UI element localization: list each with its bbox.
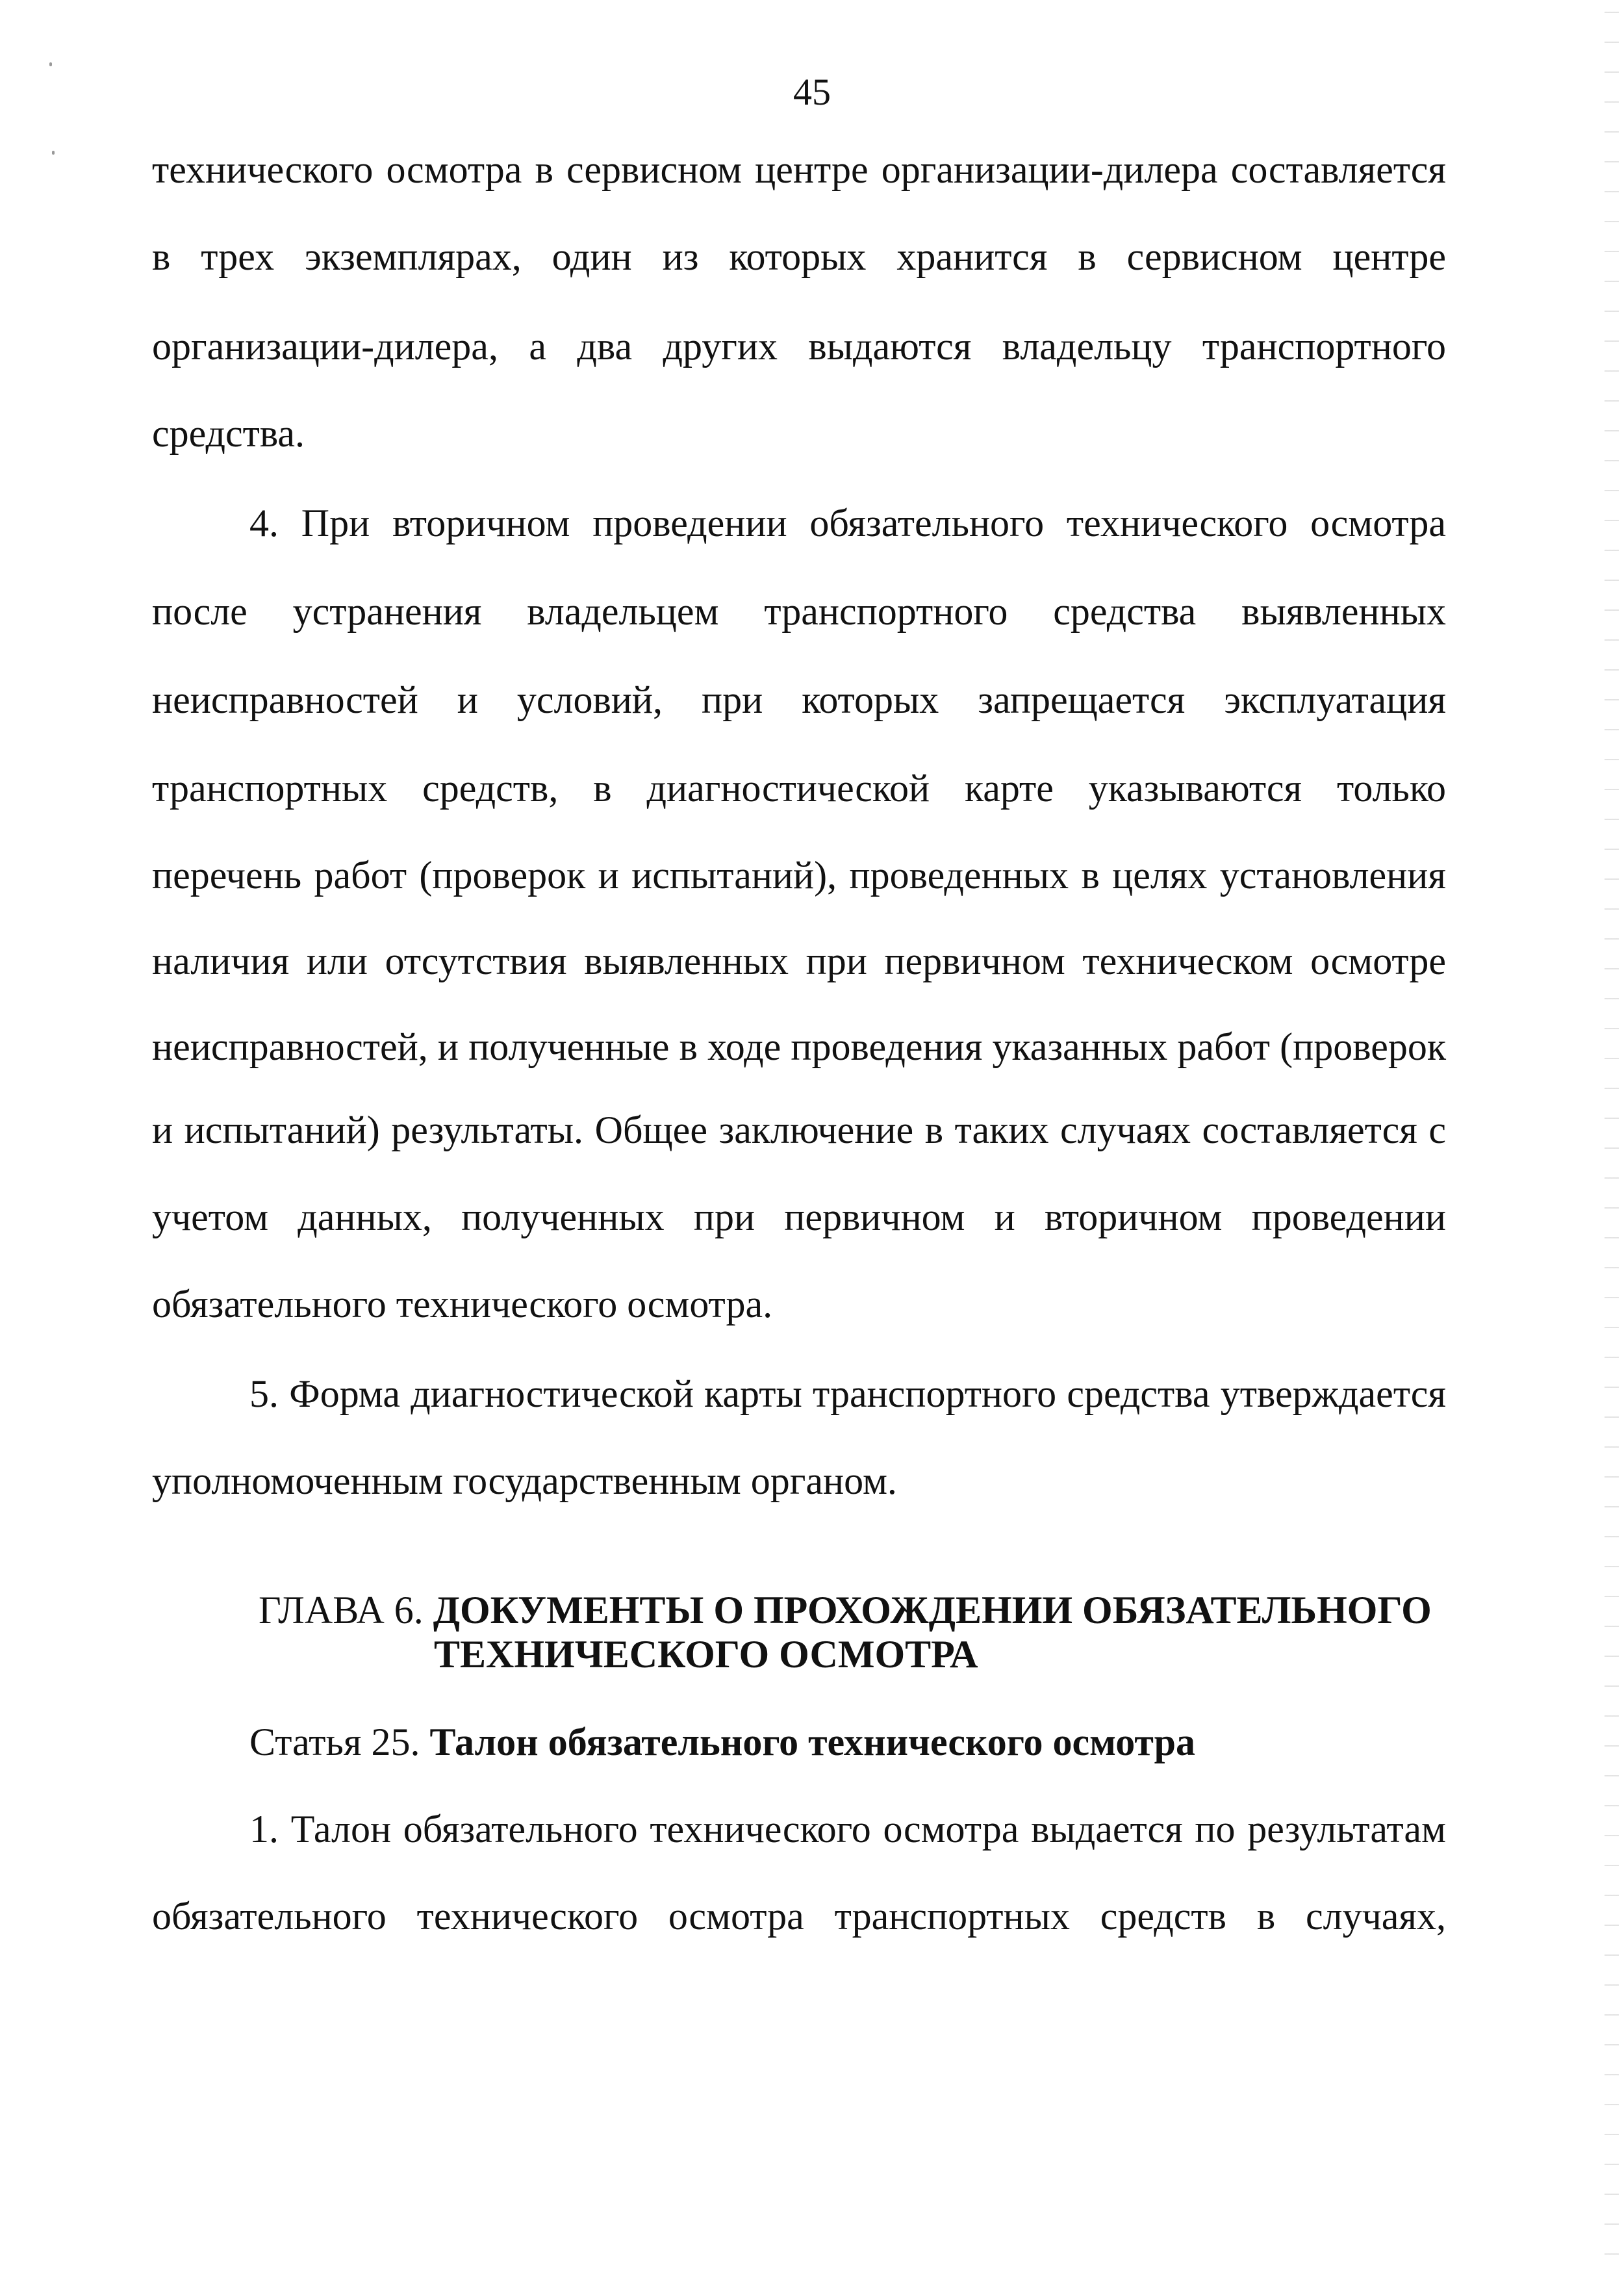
article-heading [249, 1719, 1195, 1765]
text-line: наличия или отсутствия выявленных при первичном техническом осмотре [152, 940, 1446, 982]
chapter-prefix: ГЛАВА 6. [259, 1589, 424, 1632]
text-line: 4. При вторичном проведении обязательного технического осмотра [249, 502, 1446, 544]
scan-speck [49, 62, 52, 66]
article-prefix: Статья 25. [249, 1721, 420, 1763]
article-title: Талон обязательного технического осмотра [429, 1721, 1195, 1763]
chapter-title-line-2: ТЕХНИЧЕСКОГО ОСМОТРА [434, 1633, 978, 1676]
text-line: в трех экземплярах, один из которых хранится в сервисном центре [152, 235, 1446, 278]
text-line: учетом данных, полученных при первичном и вторичном проведении [152, 1196, 1446, 1238]
scan-edge-marks [1605, 0, 1619, 2280]
text-line: 1. Талон обязательного технического осмотра выдается по результатам [249, 1808, 1446, 1851]
text-line: организации-дилера, а два других выдаются владельцу транспортного [152, 325, 1446, 368]
text-line: уполномоченным государственным органом. [152, 1459, 897, 1502]
text-line: перечень работ (проверок и испытаний), проведенных в целях установления [152, 854, 1446, 897]
text-line: транспортных средств, в диагностической карте указываются только [152, 767, 1446, 810]
text-line: неисправностей, и полученные в ходе проведения указанных работ (проверок [152, 1025, 1446, 1068]
text-line: технического осмотра в сервисном центре организации-дилера составляется [152, 148, 1446, 191]
text-line: обязательного технического осмотра. [152, 1283, 773, 1326]
text-line: и испытаний) результаты. Общее заключение в таких случаях составляется с [152, 1108, 1446, 1151]
chapter-title-line-1: ДОКУМЕНТЫ О ПРОХОЖДЕНИИ ОБЯЗАТЕЛЬНОГО [433, 1589, 1432, 1632]
text-line: обязательного технического осмотра транспортных средств в случаях, [152, 1895, 1446, 1938]
text-line: средства. [152, 412, 305, 455]
text-line: неисправностей и условий, при которых запрещается эксплуатация [152, 678, 1446, 721]
page-number: 45 [793, 71, 831, 113]
scan-speck [52, 151, 55, 155]
text-line: после устранения владельцем транспортного средства выявленных [152, 590, 1446, 633]
text-line: 5. Форма диагностической карты транспортного средства утверждается [249, 1372, 1446, 1415]
chapter-heading-line-2 [434, 1632, 978, 1676]
chapter-heading-line-1 [259, 1588, 1432, 1632]
